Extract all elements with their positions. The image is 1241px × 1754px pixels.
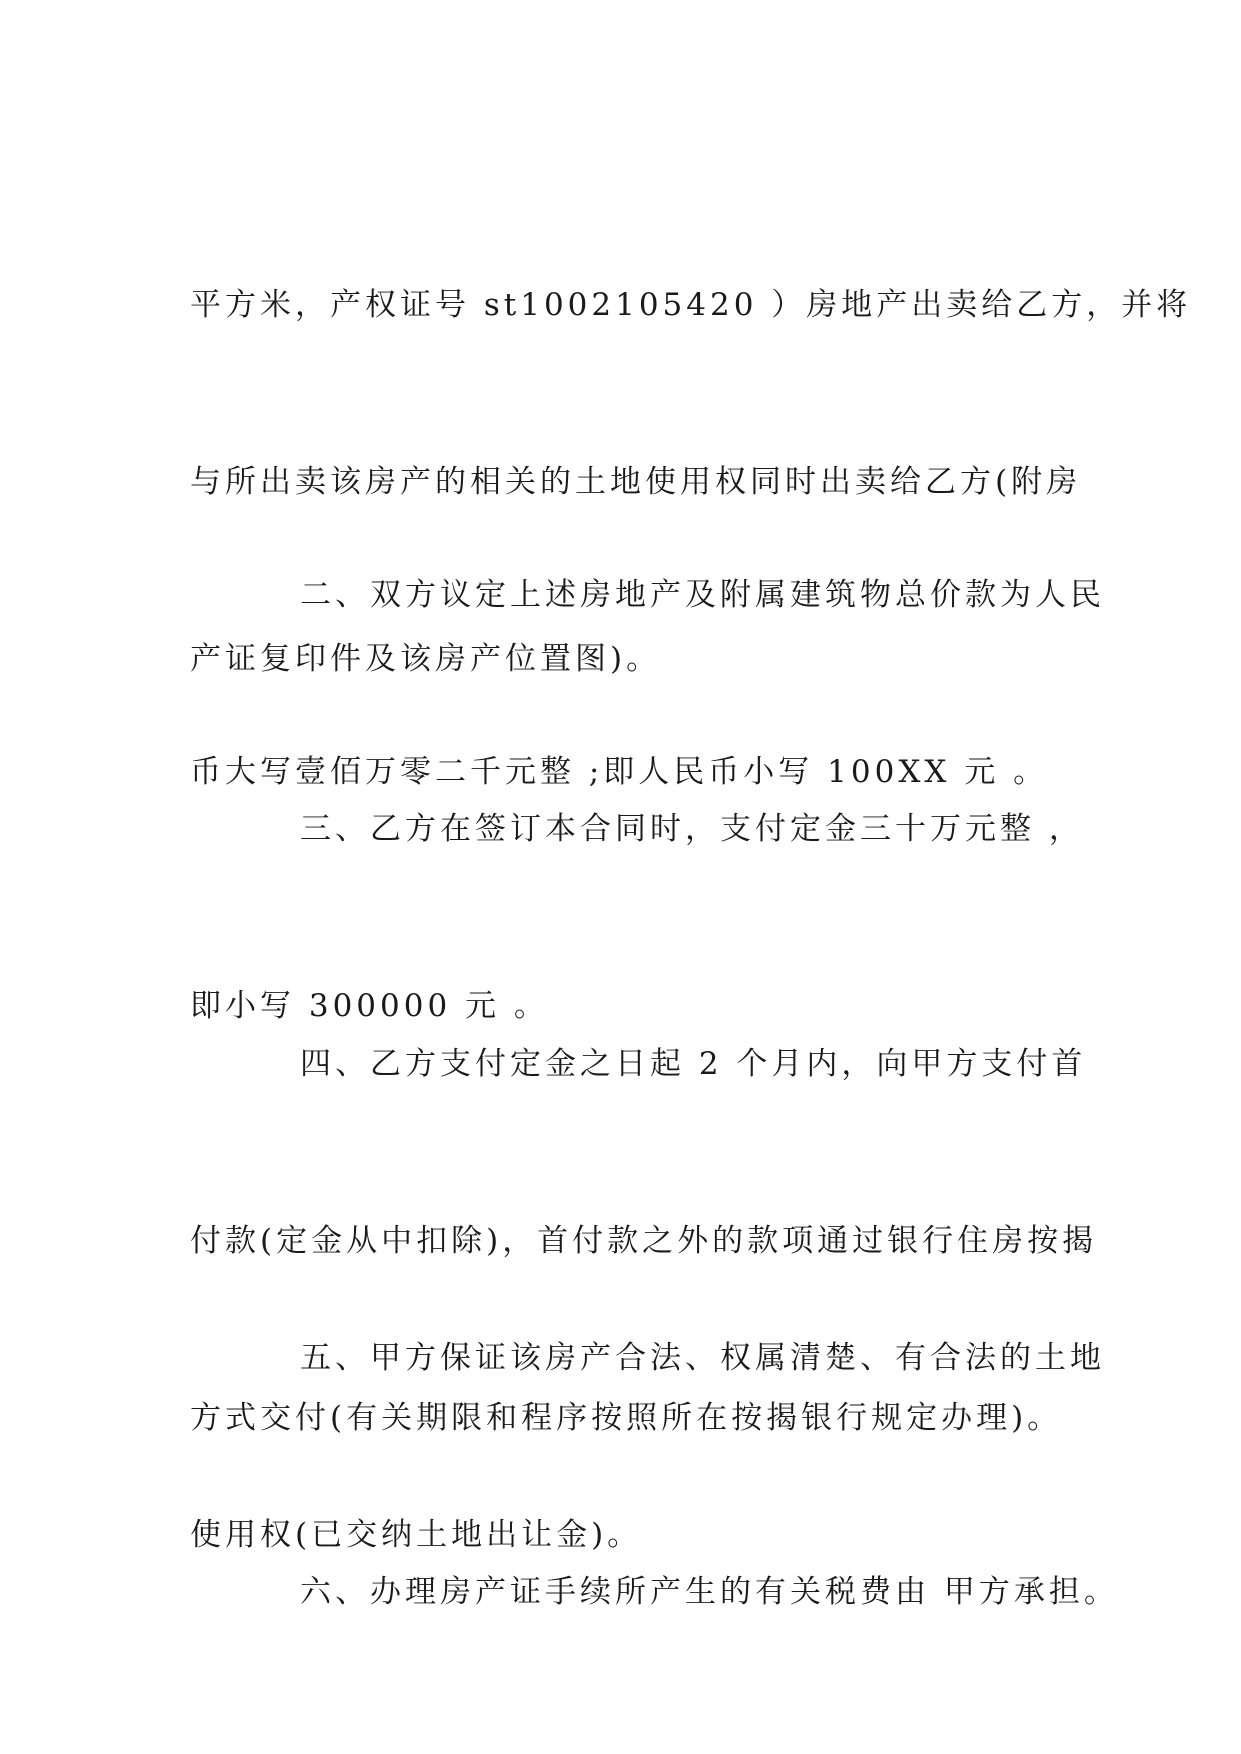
paragraph-line: 使用权(已交纳土地出让金)。	[190, 1517, 643, 1553]
paragraph-line: 五、甲方保证该房产合法、权属清楚、有合法的土地	[300, 1340, 1105, 1376]
clause-6-taxes-and-fees	[190, 1445, 1119, 1740]
paragraph-line: 产证复印件及该房产位置图)。	[190, 641, 662, 677]
paragraph-line: 平方米，产权证号 st1002105420 ）房地产出卖给乙方，并将	[190, 287, 1192, 323]
paragraph-line: 四、乙方支付定金之日起 2 个月内，向甲方支付首	[300, 1046, 1087, 1082]
paragraph-line: 与所出卖该房产的相关的土地使用权同时出卖给乙方(附房	[190, 464, 1082, 500]
paragraph-line: 六、办理房产证手续所产生的有关税费由 甲方承担。	[300, 1574, 1119, 1610]
paragraph-line: 币大写壹佰万零二千元整 ;即人民币小写 100XX 元 。	[190, 754, 1049, 790]
paragraph-line: 方式交付(有关期限和程序按照所在按揭银行规定办理)。	[190, 1400, 1063, 1436]
paragraph-line: 三、乙方在签订本合同时，支付定金三十万元整 ，	[300, 811, 1084, 847]
paragraph-line: 付款(定金从中扣除)，首付款之外的款项通过银行住房按揭	[190, 1223, 1098, 1259]
paragraph-line: 即小写 300000 元 。	[190, 988, 549, 1024]
paragraph-line: 二、双方议定上述房地产及附属建筑物总价款为人民	[300, 577, 1105, 613]
